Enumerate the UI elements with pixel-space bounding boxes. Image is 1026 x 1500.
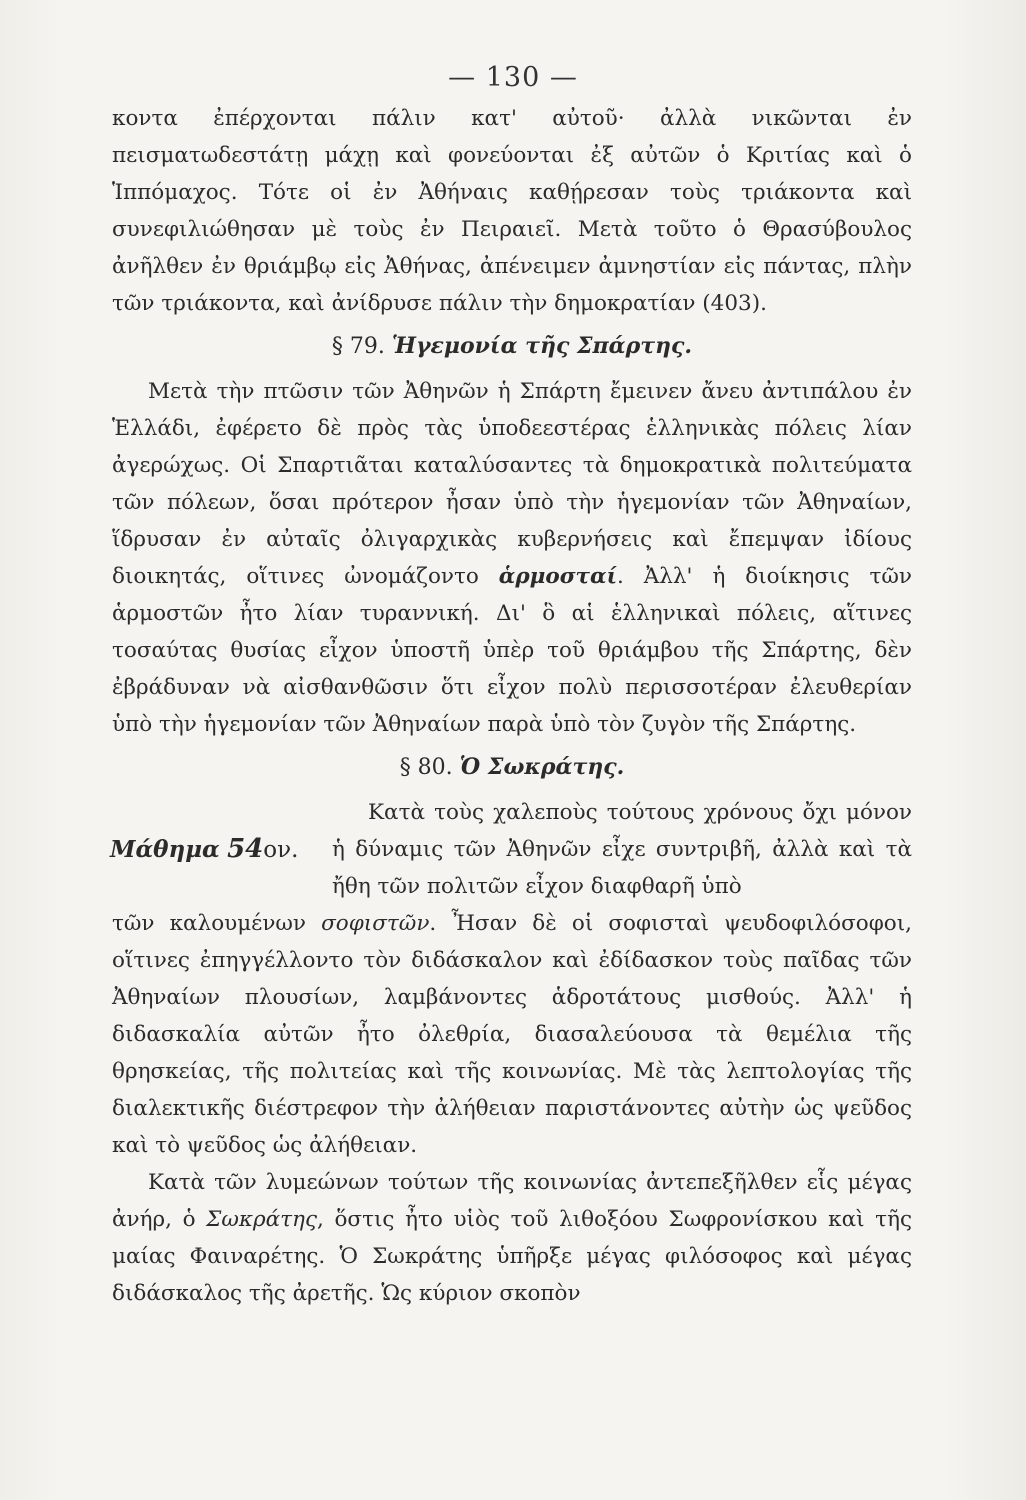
section-80-number: § 80. [399,755,453,780]
term-sophists: σοφιστῶν [321,911,430,936]
section-79-title: Ἡγεμονία τῆς Σπάρτης. [391,333,693,359]
paragraph-3-start: τῶν καλουμένων [112,911,322,936]
lesson-marker [110,831,298,869]
paragraph-4-part-2: , ὅστις ἦτο υἱὸς τοῦ λιθοξόου Σωφρονίσκου καὶ τῆς μαίας Φαιναρέτης. Ὁ Σωκράτης ὑπῆρξε μέγας φιλόσοφος καὶ μέγας διδάσκαλος τῆς ἀρετῆς. Ὡς κύριον σκοπὸν [112,1207,912,1306]
paragraph-2-part-2: . Ἀλλ' ἡ διοίκησις τῶν ἁρμοστῶν ἦτο λίαν τυραννική. Δι' ὃ αἱ ἑλληνικαὶ πόλεις, αἵτινες τοσαύτας θυσίας εἶχον ὑποστῆ ὑπὲρ τοῦ θριάμβου τῆς Σπάρτης, δὲν ἐβράδυναν νὰ αἰσθανθῶσιν ὅτι εἶχον πολὺ περισσοτέραν ἐλευθερίαν ὑπὸ τὴν ἡγεμονίαν τῶν Ἀθηναίων παρὰ ὑπὸ τὸν ζυγὸν τῆς Σπάρτης. [112,564,912,737]
lesson-number: 54 [227,834,264,864]
paragraph-2-part-1: Μετὰ τὴν πτῶσιν τῶν Ἀθηνῶν ἡ Σπάρτη ἔμεινεν ἄνευ ἀντιπάλου ἐν Ἑλλάδι, ἐφέρετο δὲ πρὸς τὰς ὑποδεεστέρας ἑλληνικὰς πόλεις λίαν ἀγερώχως. Οἱ Σπαρτιᾶται καταλύσαντες τὰ δημοκρατικὰ πολιτεύματα τῶν πόλεων, ὅσαι πρότερον ἦσαν ὑπὸ τὴν ἡγεμονίαν τῶν Ἀθηναίων, ἵδρυσαν ἐν αὐταῖς ὀλιγαρχικὰς κυβερνήσεις καὶ ἔπεμψαν ἰδίους διοικητάς, οἵτινες ὠνομάζοντο [112,379,912,589]
page-number: — 130 — [448,62,578,93]
name-socrates: Σωκράτης [206,1207,317,1232]
paragraph-3-lesson-side: Κατὰ τοὺς χαλεποὺς τούτους χρόνους ὄχι μόνον ἡ δύναμις τῶν Ἀθηνῶν εἶχε συντριβῆ, ἀλλὰ καὶ τὰ ἤθη τῶν πολιτῶν εἶχον διαφθαρῆ ὑπὸ [332,800,912,899]
lesson-word: Μάθημα [110,836,220,863]
lesson-suffix: ον. [263,837,299,863]
section-79-heading [112,324,912,369]
paragraph-3 [112,905,912,1164]
paragraph-2 [112,373,912,743]
section-80-heading [112,745,912,790]
paragraph-1: κοντα ἐπέρχονται πάλιν κατ' αὐτοῦ· ἀλλὰ νικῶνται ἐν πεισματωδεστάτῃ μάχῃ καὶ φονεύονται ἐξ αὐτῶν ὁ Κριτίας καὶ ὁ Ἱππόμαχος. Τότε οἱ ἐν Ἀθήναις καθῄρεσαν τοὺς τριάκοντα καὶ συνεφιλιώθησαν μὲ τοὺς ἐν Πειραιεῖ. Μετὰ τοῦτο ὁ Θρασύβουλος ἀνῆλθεν ἐν θριάμβῳ εἰς Ἀθήνας, ἀπένειμεν ἀμνηστίαν εἰς πάντας, πλὴν τῶν τριάκοντα, καὶ ἀνίδρυσε πάλιν τὴν δημοκρατίαν (403). [112,106,912,316]
body-text [112,100,912,1312]
section-80-title: Ὁ Σωκράτης. [459,754,625,780]
lesson-block [112,794,912,905]
term-harmostai: ἁρμοσταί [498,564,617,589]
paragraph-4-part-1: Κατὰ τῶν λυμεώνων τούτων τῆς κοινωνίας ἀντεπεξῆλθεν εἷς μέγας ἀνήρ, ὁ [112,1170,912,1232]
section-79-number: § 79. [331,334,385,359]
paragraph-3-rest: . Ἦσαν δὲ οἱ σοφισταὶ ψευδοφιλόσοφοι, οἵτινες ἐπηγγέλλοντο τὸν διδάσκαλον καὶ ἐδίδασκον τοὺς παῖδας τῶν Ἀθηναίων πλουσίων, λαμβάνοντες ἁδροτάτους μισθούς. Ἀλλ' ἡ διδασκαλία αὐτῶν ἦτο ὀλεθρία, διασαλεύουσα τὰ θεμέλια τῆς θρησκείας, τῆς πολιτείας καὶ τῆς κοινωνίας. Μὲ τὰς λεπτολογίας τῆς διαλεκτικῆς διέστρεφον τὴν ἀλήθειαν παριστάνοντες αὐτὴν ὡς ψεῦδος καὶ τὸ ψεῦδος ὡς ἀλήθειαν. [112,911,913,1158]
paragraph-4 [112,1164,912,1312]
